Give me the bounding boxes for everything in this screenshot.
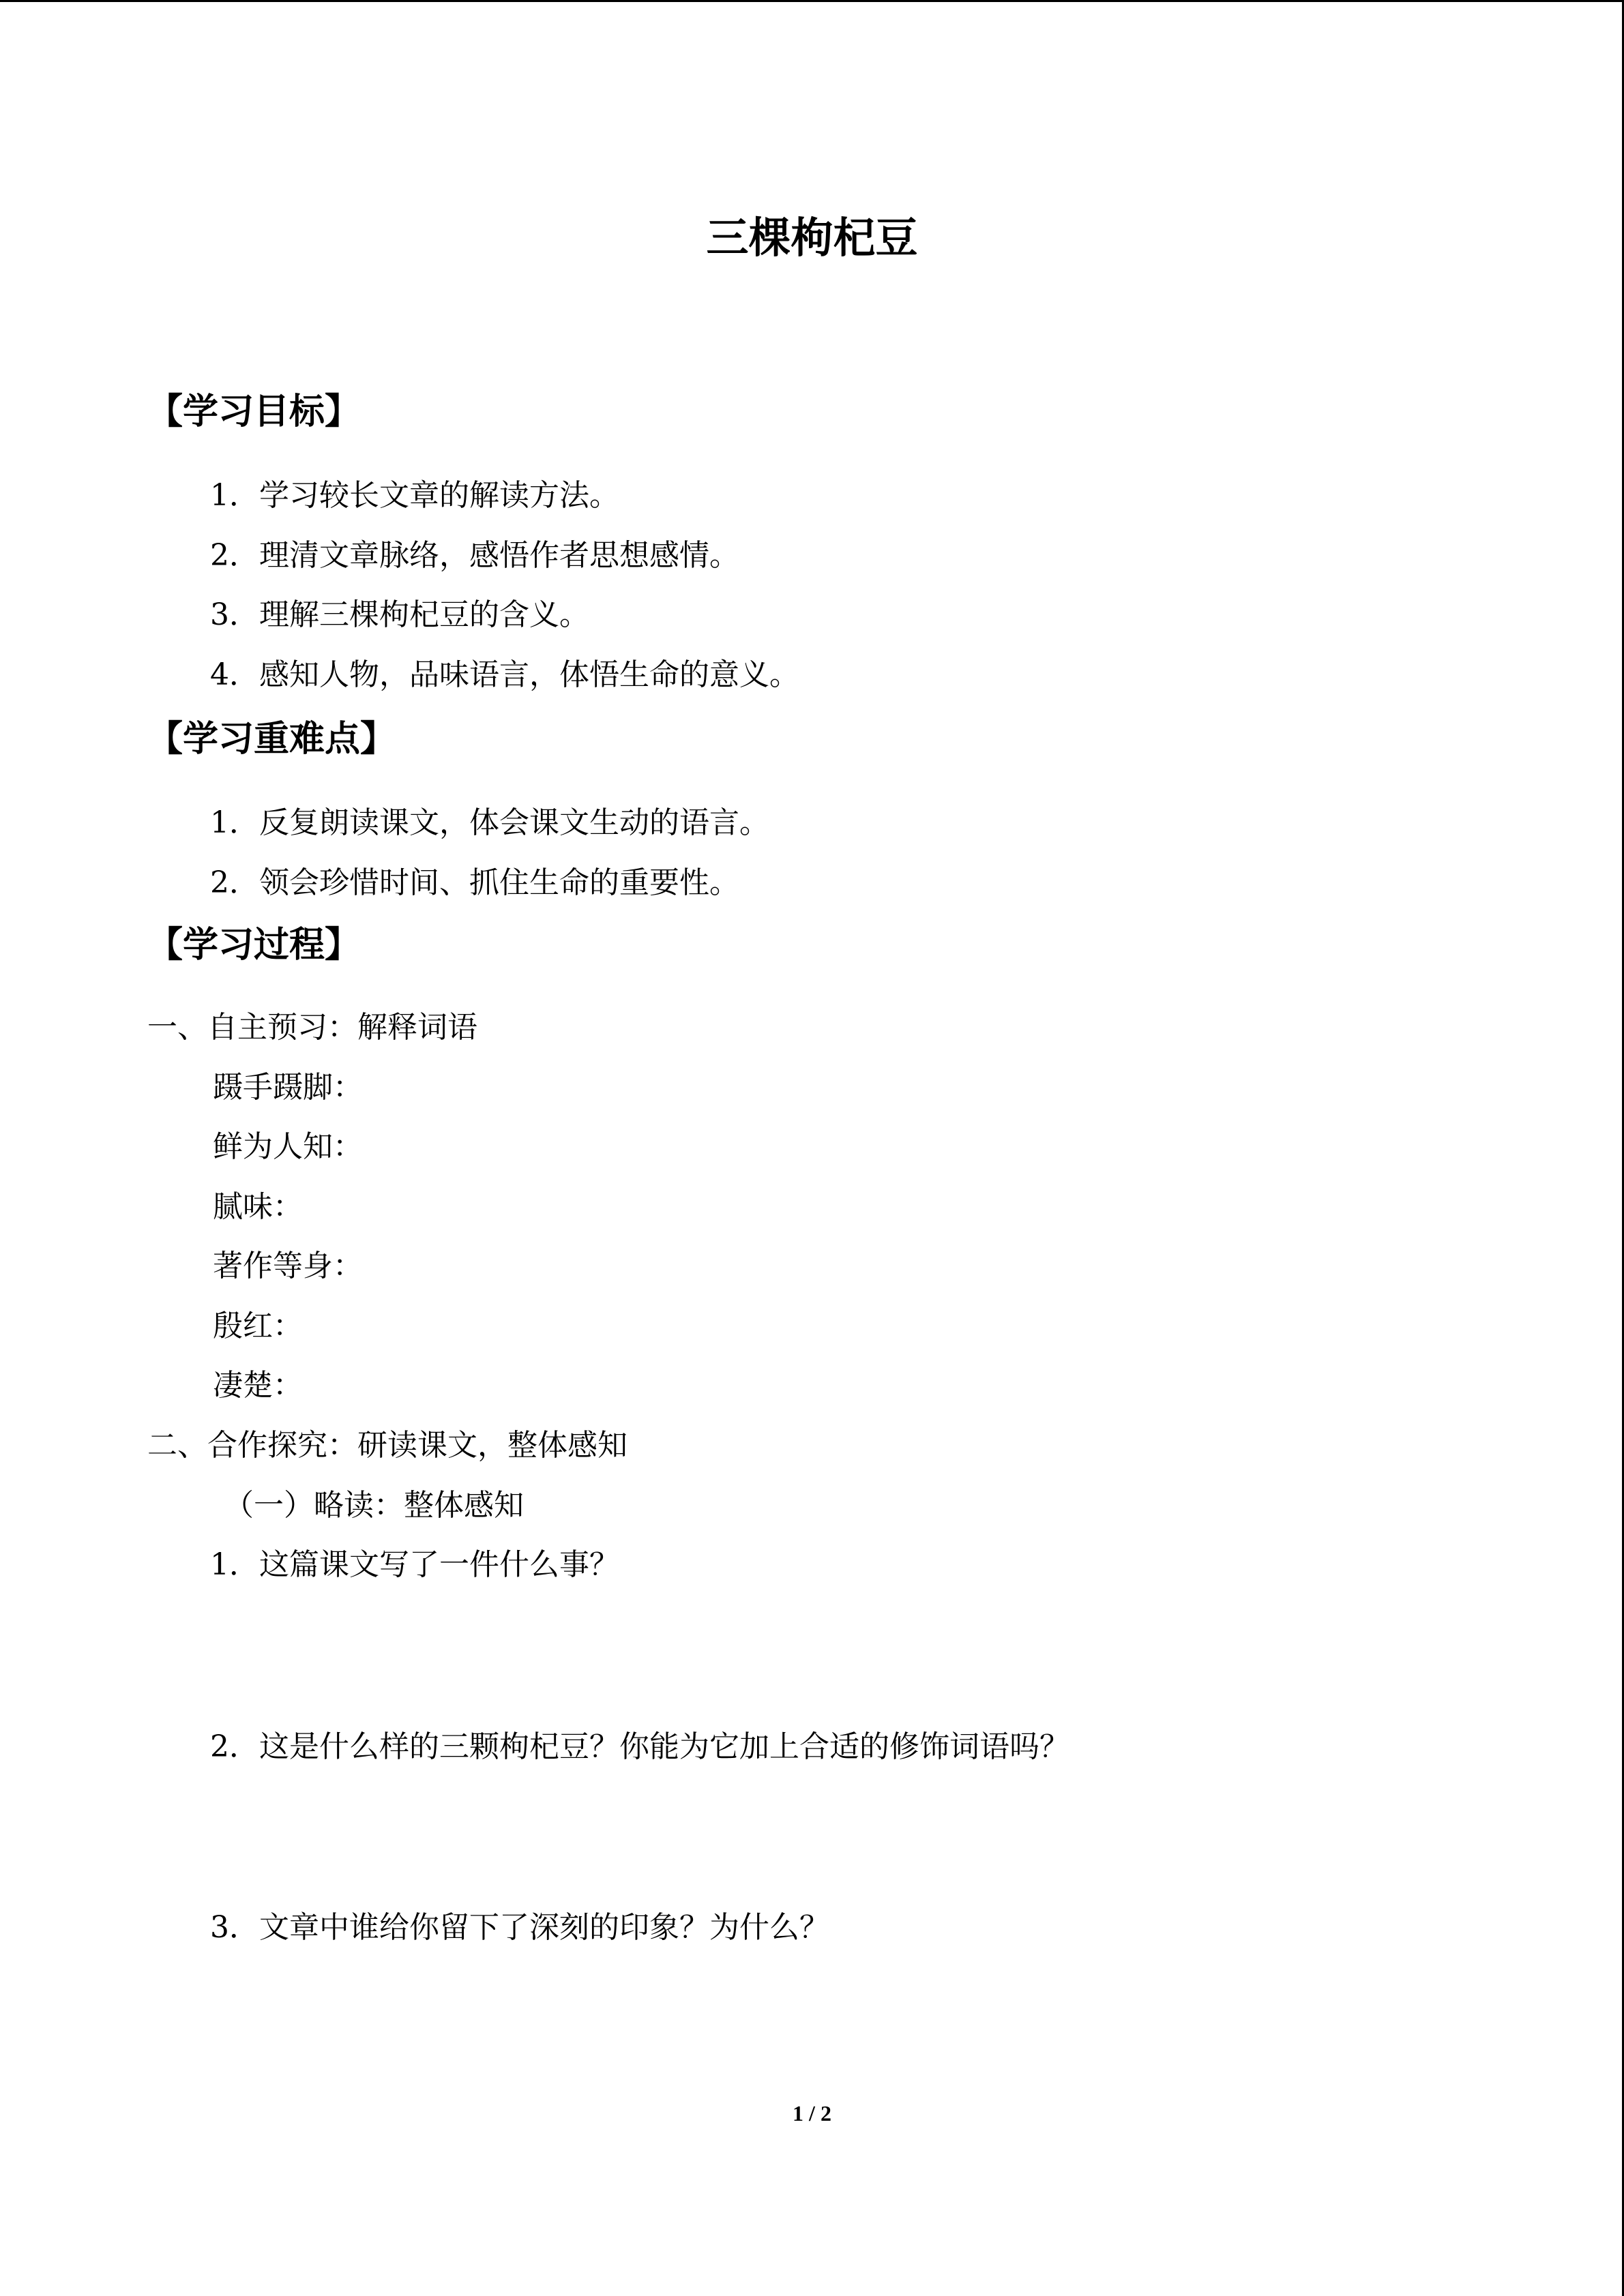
part-two-label: 二、合作探究：研读课文，整体感知 [147, 1428, 628, 1463]
key-point-item: 1．反复朗读课文，体会课文生动的语言。 [210, 805, 769, 840]
section-heading-goals: 【学习目标】 [147, 391, 361, 432]
goal-item: 4．感知人物，品味语言，体悟生命的意义。 [210, 657, 799, 692]
vocab-term: 腻味： [213, 1189, 303, 1224]
section-heading-key-points: 【学习重难点】 [147, 719, 396, 760]
question-item: 3．文章中谁给你留下了深刻的印象？为什么？ [210, 1910, 829, 1945]
goal-item: 1．学习较长文章的解读方法。 [210, 478, 619, 513]
goal-item: 2．理清文章脉络，感悟作者思想感情。 [210, 538, 739, 573]
page-number: 1 / 2 [793, 2101, 831, 2126]
key-point-item: 2．领会珍惜时间、抓住生命的重要性。 [210, 865, 739, 900]
vocab-term: 蹑手蹑脚： [213, 1070, 363, 1105]
vocab-term: 凄楚： [213, 1368, 303, 1403]
vocab-term: 著作等身： [213, 1249, 363, 1283]
vocab-term: 鲜为人知： [213, 1129, 363, 1164]
vocab-term: 殷红： [213, 1309, 303, 1343]
part-one-label: 一、自主预习：解释词语 [147, 1010, 477, 1045]
question-item: 2．这是什么样的三颗枸杞豆？你能为它加上合适的修饰词语吗？ [210, 1729, 1069, 1764]
goal-item: 3．理解三棵枸杞豆的含义。 [210, 597, 589, 632]
section-heading-process: 【学习过程】 [147, 925, 361, 966]
document-title: 三棵枸杞豆 [706, 213, 918, 263]
part-two-sub-label: （一）略读：整体感知 [224, 1488, 524, 1523]
question-item: 1．这篇课文写了一件什么事？ [210, 1547, 619, 1582]
